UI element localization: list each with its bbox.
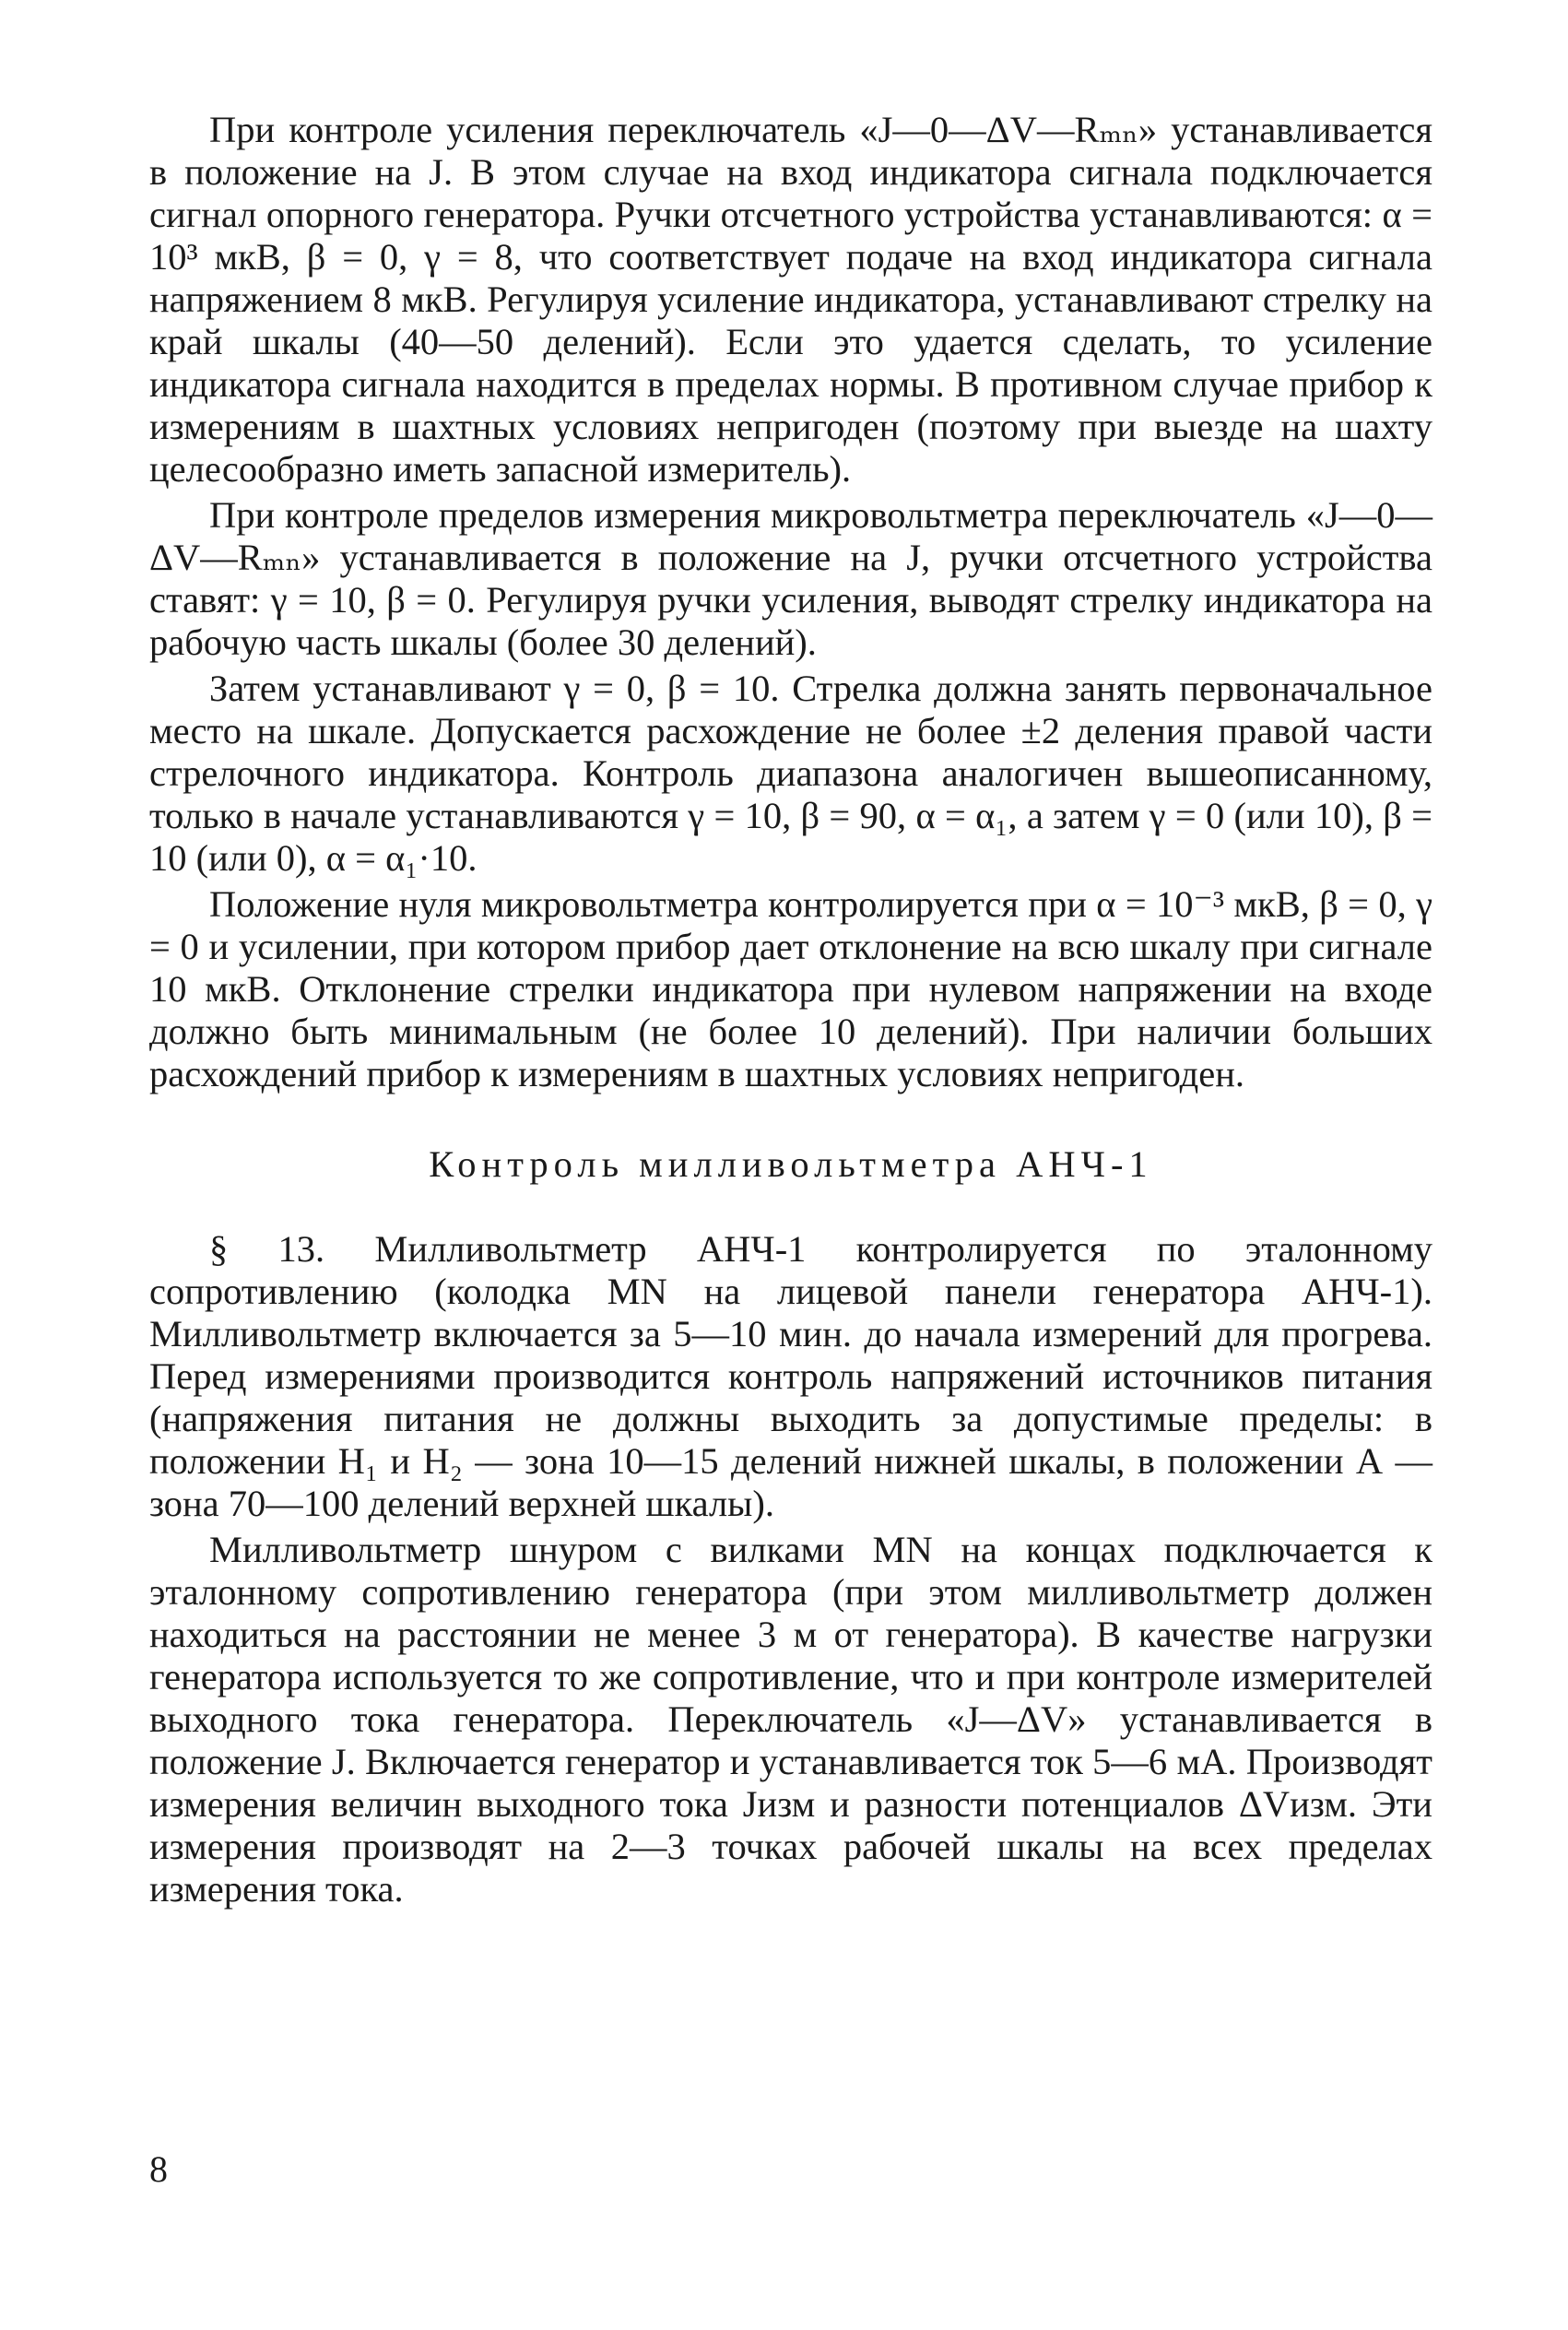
paragraph-gain-control: При контроле усиления переключатель «J—0—ΔV—Rₘₙ» устанавливается в положение на J. В этом случае на вход индикатора сигнала подключается сигнал опорного генератора. Ручки отсчетного устройства устанавливаются: α = 10³ мкВ, β = 0, γ = 8, что соответствует подаче на вход индикатора сигнала напряжением 8 мкВ. Регулируя усиление индикатора, устанавливают стрелку на край шкалы (40—50 делений). Если это удается сделать, то усиление индикатора сигнала находится в пределах нормы. В противном случае прибор к измерениям в шахтных условиях непригоден (поэтому при выезде на шахту целесообразно иметь запасной измеритель). — [149, 109, 1432, 490]
paragraph-millivoltmeter-connection: Милливольтметр шнуром с вилками MN на концах подключается к эталонному сопротивлению генератора (при этом милливольтметр должен находиться на расстоянии не менее 3 м от генератора). В качестве нагрузки генератора используется то же сопротивление, что и при контроле измерителей выходного тока генератора. Переключатель «J—ΔV» устанавливается в положение J. Включается генератор и устанавливается ток 5—6 мА. Производят измерения величин выходного тока Jизм и разности потенциалов ΔVизм. Эти измерения производят на 2—3 точках рабочей шкалы на всех пределах измерения тока. — [149, 1529, 1432, 1910]
paragraph-range-check: Затем устанавливают γ = 0, β = 10. Стрелка должна занять первоначальное место на шкале. Допускается расхождение не более ±2 деления правой части стрелочного индикатора. Контроль диапазона аналогичен вышеописанному, только в начале устанавливаются γ = 10, β = 90, α = α₁, а затем γ = 0 (или 10), β = 10 (или 0), α = α₁·10. — [149, 668, 1432, 879]
paragraph-millivoltmeter-control: § 13. Милливольтметр АНЧ-1 контролируется по эталонному сопротивлению (колодка MN на лицевой панели генератора АНЧ-1). Милливольтметр включается за 5—10 мин. до начала измерений для прогрева. Перед измерениями производится контроль напряжений источников питания (напряжения питания не должны выходить за допустимые пределы: в положении Н₁ и Н₂ — зона 10—15 делений нижней шкалы, в положении А — зона 70—100 делений верхней шкалы). — [149, 1228, 1432, 1524]
section-heading: Контроль милливольтметра АНЧ-1 — [429, 1143, 1153, 1185]
page-number: 8 — [149, 2148, 168, 2190]
paragraph-range-control: При контроле пределов измерения микровольтметра переключатель «J—0—ΔV—Rₘₙ» устанавливается в положение на J, ручки отсчетного устройства ставят: γ = 10, β = 0. Регулируя ручки усиления, выводят стрелку индикатора на рабочую часть шкалы (более 30 делений). — [149, 494, 1432, 663]
paragraph-zero-position: Положение нуля микровольтметра контролируется при α = 10⁻³ мкВ, β = 0, γ = 0 и усилении, при котором прибор дает отклонение на всю шкалу при сигнале 10 мкВ. Отклонение стрелки индикатора при нулевом напряжении на входе должно быть минимальным (не более 10 делений). При наличии больших расхождений прибор к измерениям в шахтных условиях непригоден. — [149, 883, 1432, 1094]
page-body — [149, 109, 1432, 1910]
